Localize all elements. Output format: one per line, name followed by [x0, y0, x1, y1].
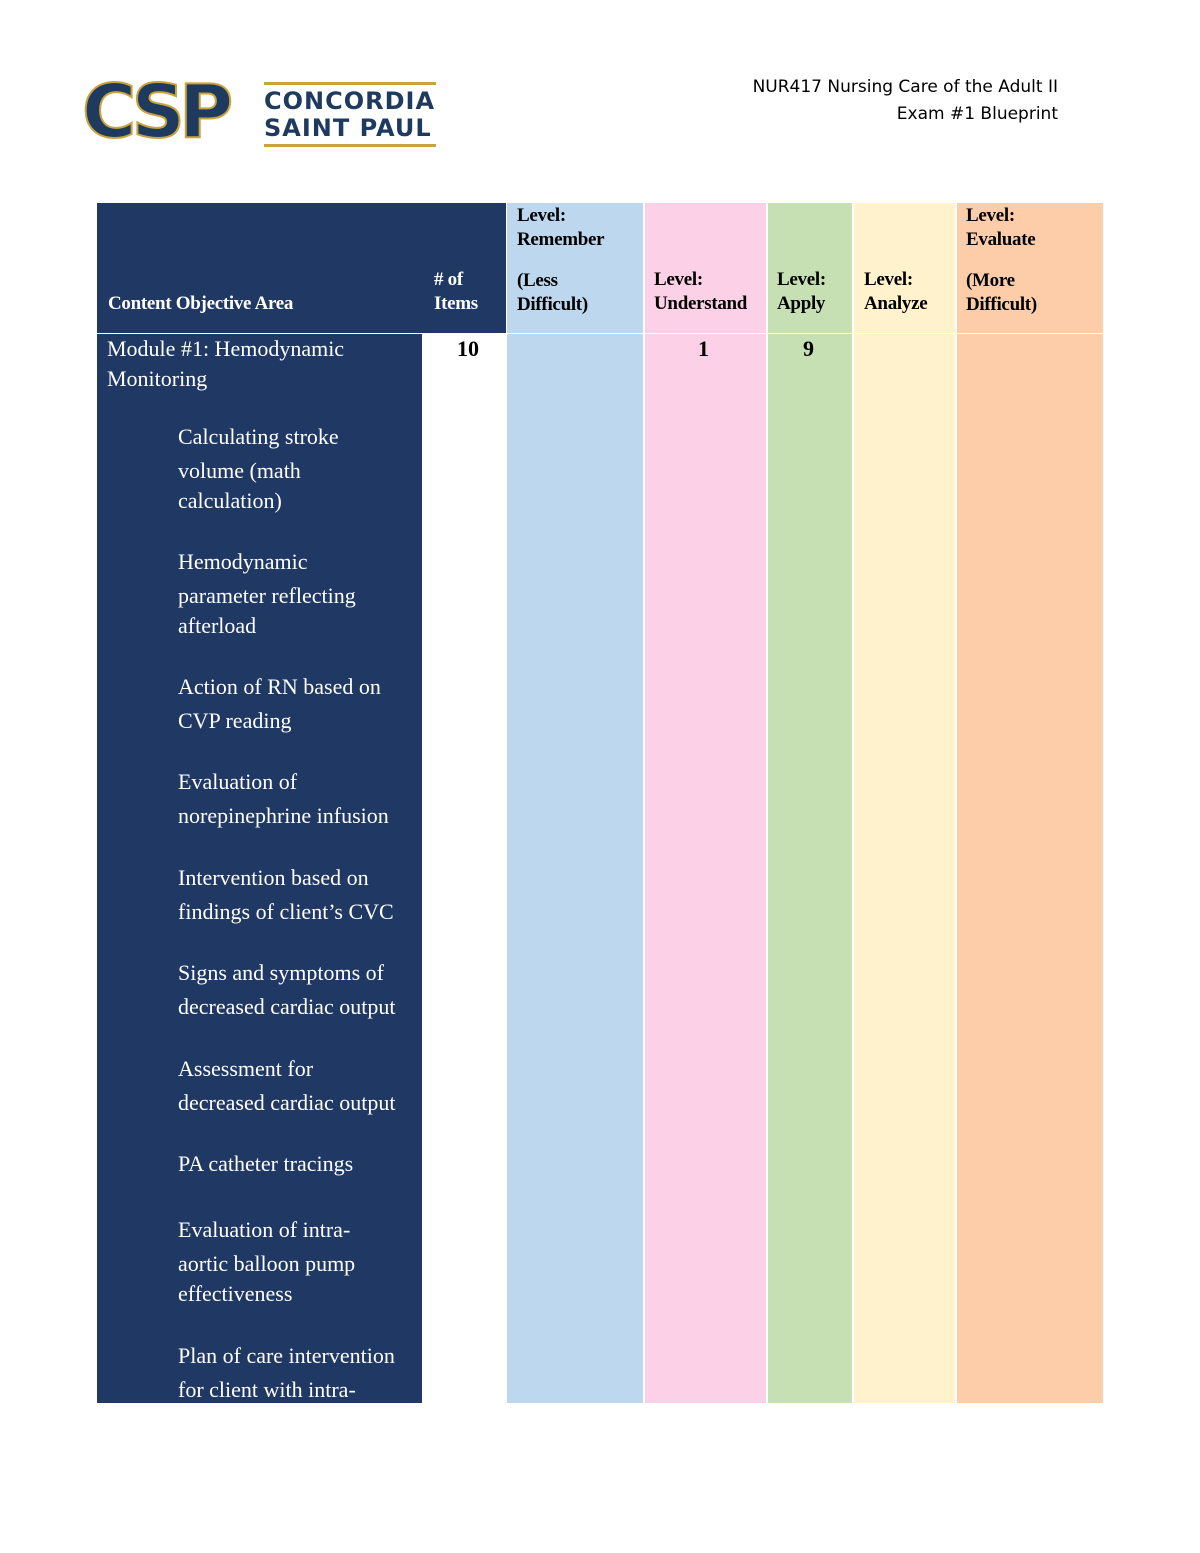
logo-text-saint-paul: SAINT PAUL — [264, 114, 432, 142]
header-content-label: Content Objective Area — [108, 293, 294, 314]
topic-item — [178, 763, 418, 831]
header-number-of-items — [434, 268, 478, 316]
topic-line: Signs and symptoms of — [178, 960, 384, 985]
topic-line: findings of client’s CVC — [178, 899, 394, 924]
module-understand-count: 1 — [698, 336, 709, 361]
topic-line: Plan of care intervention — [178, 1343, 395, 1368]
header-items-line1: # of — [434, 269, 463, 290]
topic-item — [178, 954, 418, 1022]
csp-logo-mark: CSP — [82, 69, 228, 155]
header-apply-line1: Level: — [777, 269, 826, 290]
logo-rule-top — [264, 82, 436, 85]
logo-text-concordia: CONCORDIA — [264, 87, 436, 115]
header-content-objective-area — [108, 292, 293, 316]
topic-line: Intervention based on — [178, 865, 369, 890]
header-items-line2: Items — [434, 293, 478, 314]
topic-line: Assessment for — [178, 1056, 314, 1081]
items-column — [422, 203, 506, 1403]
module-apply-count: 9 — [803, 336, 814, 361]
header-analyze-line2: Analyze — [864, 293, 928, 314]
header-level-analyze — [864, 268, 927, 316]
header-remember-line3: (Less — [517, 270, 558, 291]
module-item-count: 10 — [457, 336, 479, 361]
topic-line: PA catheter tracings — [178, 1151, 354, 1176]
topic-line: for client with intra- — [178, 1377, 356, 1402]
header-apply-line2: Apply — [777, 293, 826, 314]
remember-column — [507, 203, 643, 1403]
apply-column — [768, 203, 852, 1403]
topic-line: aortic balloon pump — [178, 1251, 356, 1276]
course-title: NUR417 Nursing Care of the Adult II — [752, 77, 1058, 97]
header-remember-line1: Level: — [517, 205, 566, 226]
header-understand-line1: Level: — [654, 269, 703, 290]
topic-line: Calculating stroke — [178, 424, 339, 449]
header-evaluate-line2: Evaluate — [966, 229, 1036, 250]
header-analyze-line1: Level: — [864, 269, 913, 290]
topic-item — [178, 1050, 418, 1118]
topic-item — [178, 859, 418, 927]
topic-line: afterload — [178, 613, 257, 638]
understand-column — [645, 203, 766, 1403]
topic-line: effectiveness — [178, 1281, 293, 1306]
topic-line: CVP reading — [178, 708, 292, 733]
topic-item — [178, 418, 418, 516]
topic-line: Evaluation of intra- — [178, 1217, 351, 1242]
topic-item — [178, 1211, 418, 1309]
exam-title: Exam #1 Blueprint — [896, 104, 1058, 124]
topic-line: volume (math — [178, 458, 301, 483]
header-level-evaluate — [966, 204, 1037, 317]
topic-line: Evaluation of — [178, 769, 298, 794]
header-level-apply — [777, 268, 826, 316]
document-header — [753, 74, 1058, 128]
header-evaluate-line4: Difficult) — [966, 294, 1037, 315]
topic-item — [178, 668, 418, 736]
header-remember-line4: Difficult) — [517, 294, 588, 315]
exam-blueprint-table — [97, 203, 1103, 1403]
topic-line: parameter reflecting — [178, 583, 356, 608]
analyze-column — [854, 203, 955, 1403]
concordia-logo — [82, 69, 442, 155]
topic-line: Hemodynamic — [178, 549, 308, 574]
topic-item — [178, 1337, 418, 1403]
header-level-understand — [654, 268, 747, 316]
header-understand-line2: Understand — [654, 293, 748, 314]
topic-item — [178, 1145, 418, 1183]
topic-line: decreased cardiac output — [178, 1090, 396, 1115]
topic-line: Action of RN based on — [178, 674, 381, 699]
header-level-remember — [517, 204, 604, 317]
topic-line: norepinephrine infusion — [178, 803, 389, 828]
topic-line: calculation) — [178, 488, 282, 513]
topic-item — [178, 543, 418, 641]
topic-line: decreased cardiac output — [178, 994, 396, 1019]
logo-rule-bottom — [264, 144, 436, 147]
header-evaluate-line1: Level: — [966, 205, 1015, 226]
module-title: Module #1: Hemodynamic Monitoring — [107, 336, 345, 391]
evaluate-column — [957, 203, 1103, 1403]
header-evaluate-line3: (More — [966, 270, 1015, 291]
header-remember-line2: Remember — [517, 229, 605, 250]
